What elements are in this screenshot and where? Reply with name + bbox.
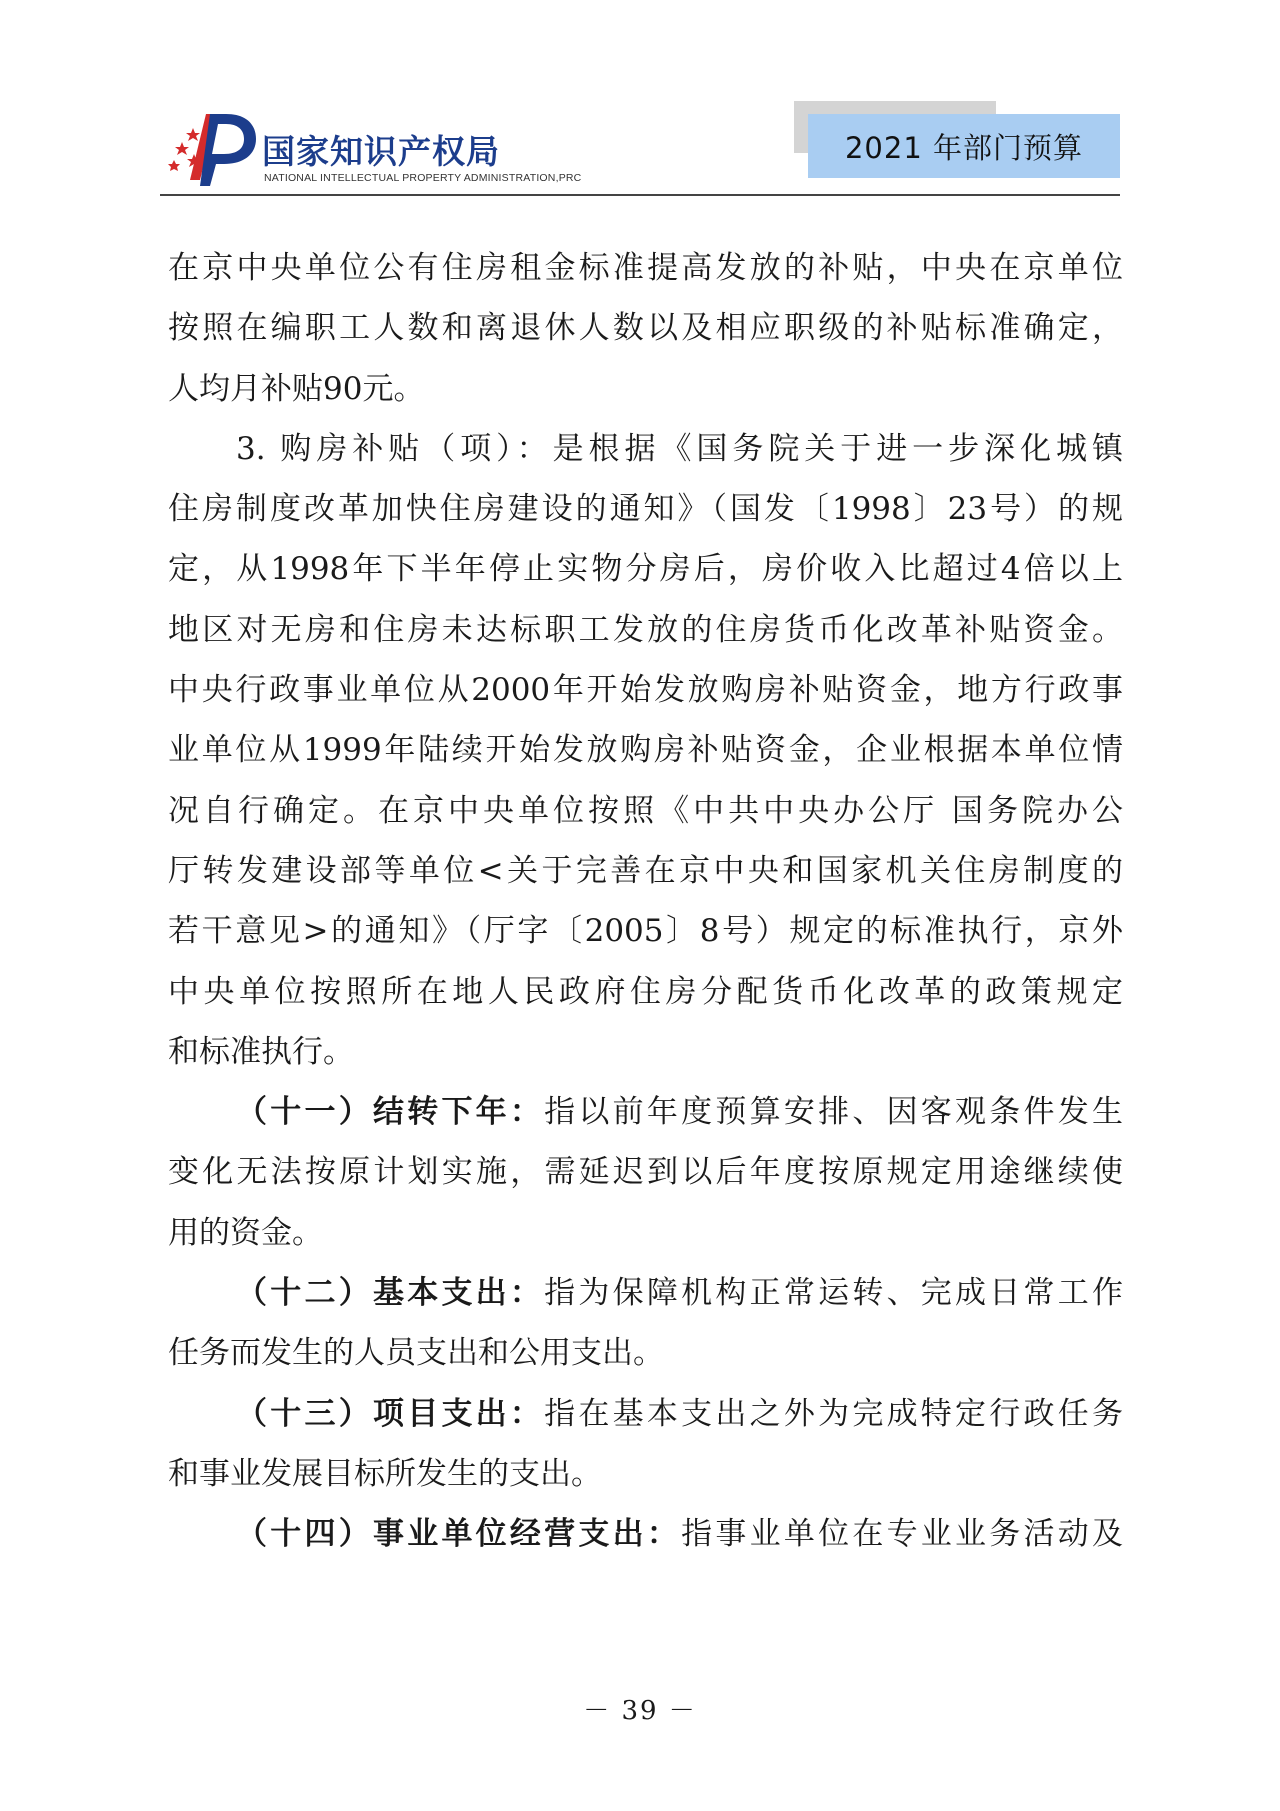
section-term: （十一）结转下年： xyxy=(236,1094,545,1131)
text-line xyxy=(168,1504,1123,1564)
section-definition: 指为保障机构正常运转、完成日常工作 xyxy=(544,1275,1123,1312)
org-name-en: NATIONAL INTELLECTUAL PROPERTY ADMINISTRATION,PRC xyxy=(264,172,582,184)
text-line: 任务而发生的人员支出和公用支出。 xyxy=(168,1335,664,1372)
section-term: （十三）项目支出： xyxy=(236,1395,545,1432)
text-line: 人均月补贴90元。 xyxy=(168,370,425,407)
text-line: 3. 购房补贴（项）：是根据《国务院关于进一步深化城镇 xyxy=(236,430,1123,467)
text-line: 定，从1998年下半年停止实物分房后，房价收入比超过4倍以上 xyxy=(168,551,1123,588)
text-line: 和事业发展目标所发生的支出。 xyxy=(168,1455,602,1492)
text-line: 地区对无房和住房未达标职工发放的住房货币化改革补贴资金。 xyxy=(168,611,1123,648)
text-line: 在京中央单位公有住房租金标准提高发放的补贴，中央在京单位 xyxy=(168,250,1123,286)
text-line: 况自行确定。在京中央单位按照《中共中央办公厅 国务院办公 xyxy=(168,792,1123,829)
text-line: 按照在编职工人数和离退休人数以及相应职级的补贴标准确定， xyxy=(168,310,1123,347)
section-definition: 指以前年度预算安排、因客观条件发生 xyxy=(544,1094,1123,1131)
section-term: （十二）基本支出： xyxy=(236,1275,545,1312)
document-body xyxy=(168,238,1123,1565)
section-term: （十四）事业单位经营支出： xyxy=(236,1516,682,1553)
text-line xyxy=(168,1384,1123,1444)
text-line: 用的资金。 xyxy=(168,1214,323,1251)
text-line: 业单位从1999年陆续开始发放购房补贴资金，企业根据本单位情 xyxy=(168,732,1123,769)
text-line: 厅转发建设部等单位<关于完善在京中央和国家机关住房制度的 xyxy=(168,852,1123,889)
text-line xyxy=(168,1263,1123,1323)
text-line: 住房制度改革加快住房建设的通知》（国发〔1998〕23号）的规 xyxy=(168,491,1123,528)
text-line: 中央行政事业单位从2000年开始发放购房补贴资金，地方行政事 xyxy=(168,672,1123,709)
section-definition: 指在基本支出之外为完成特定行政任务 xyxy=(544,1395,1123,1432)
doc-title-badge: 2021 年部门预算 xyxy=(808,114,1120,178)
text-line: 和标准执行。 xyxy=(168,1033,354,1070)
header-divider xyxy=(160,194,1120,196)
cnipa-logo-icon xyxy=(166,106,258,186)
page-number: － 39 － xyxy=(583,1696,697,1726)
section-definition: 指事业单位在专业业务活动及 xyxy=(681,1516,1123,1553)
text-line: 若干意见>的通知》（厅字〔2005〕8号）规定的标准执行，京外 xyxy=(168,913,1123,950)
org-name-cn: 国家知识产权局 xyxy=(262,132,500,171)
page-header xyxy=(160,96,1120,196)
text-line: 变化无法按原计划实施，需延迟到以后年度按原规定用途继续使 xyxy=(168,1154,1123,1191)
text-line: 中央单位按照所在地人民政府住房分配货币化改革的政策规定 xyxy=(168,973,1123,1010)
text-line xyxy=(168,1082,1123,1142)
